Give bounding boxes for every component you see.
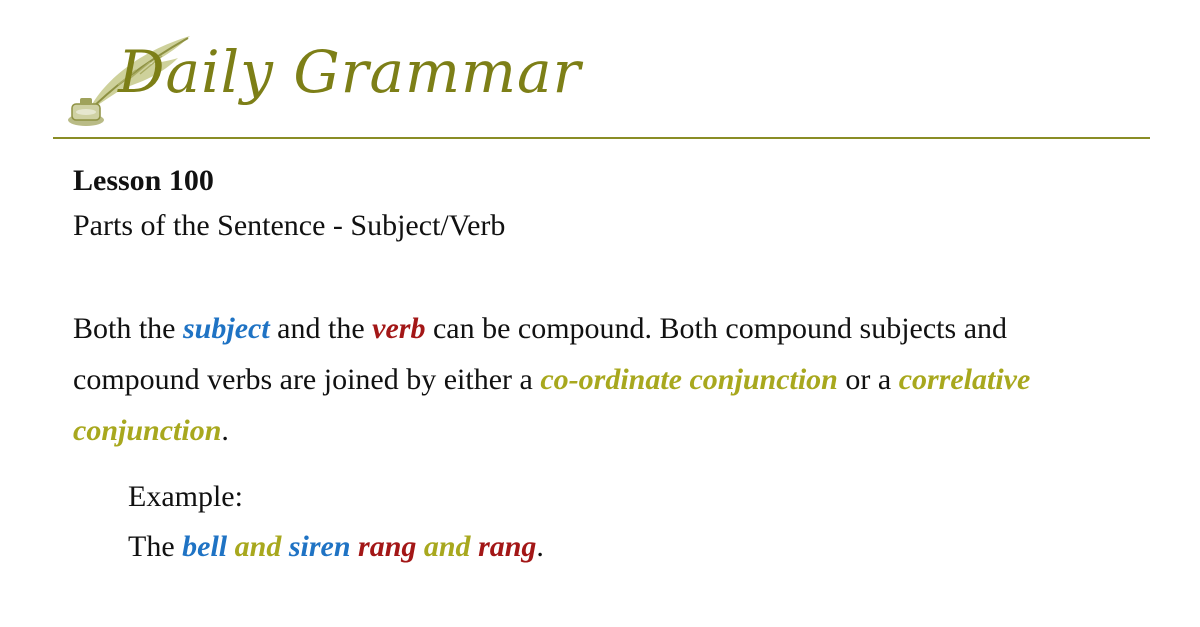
lesson-title: Lesson 100 — [73, 164, 214, 197]
example-verb-rang: rang — [478, 530, 537, 563]
example-sentence — [128, 530, 544, 564]
term-verb: verb — [372, 312, 426, 345]
example-verb-rang: rang — [358, 530, 417, 563]
lesson-paragraph — [73, 303, 1133, 456]
header-divider — [53, 137, 1150, 139]
lesson-subtitle: Parts of the Sentence - Subject/Verb — [73, 209, 506, 242]
paragraph-text: . — [221, 414, 229, 447]
paragraph-text: can be compound. Both compound subjects and compound verbs are joined by either a — [73, 312, 1008, 396]
paragraph-text: and the — [269, 312, 373, 345]
example-conjunction: and — [234, 530, 282, 563]
example-label: Example: — [128, 480, 243, 513]
example-word: The — [128, 530, 183, 563]
example-word: . — [536, 530, 544, 563]
site-header — [0, 0, 1200, 140]
term-correlative-conjunction: correlative conjunction — [73, 363, 1031, 447]
logo-text[interactable]: Daily Grammar — [118, 38, 582, 106]
example-conjunction: and — [423, 530, 471, 563]
paragraph-text: Both the — [73, 312, 183, 345]
term-subject: subject — [183, 312, 270, 345]
paragraph-text: or a — [837, 363, 899, 396]
example-subject-siren: siren — [288, 530, 351, 563]
term-coordinate-conjunction: co-ordinate conjunction — [540, 363, 838, 396]
example-subject-bell: bell — [182, 530, 228, 563]
